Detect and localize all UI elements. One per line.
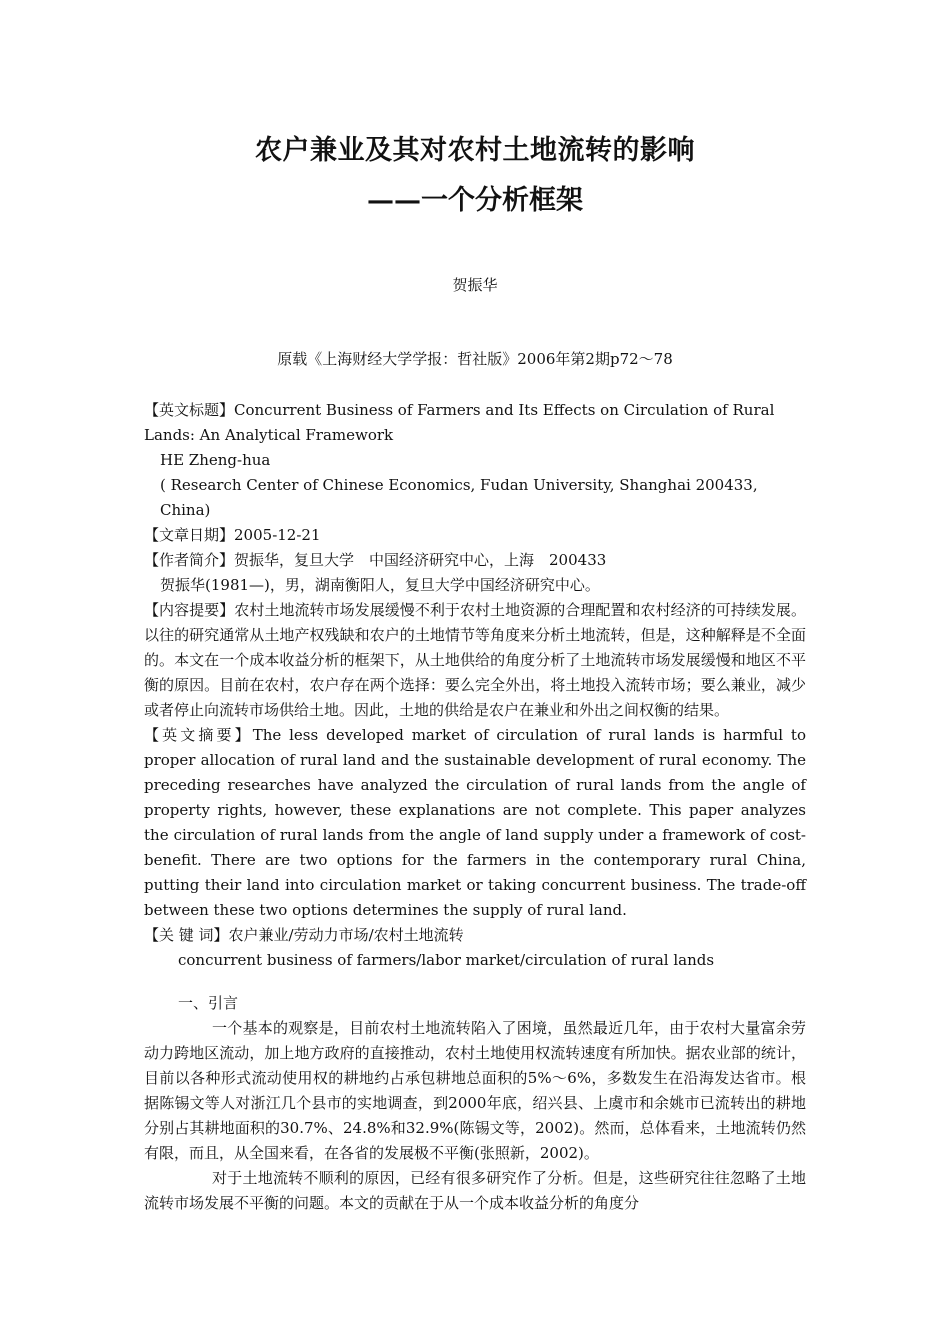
keywords-line	[144, 923, 806, 948]
author-bio: 贺振华(1981—)，男，湖南衡阳人，复旦大学中国经济研究中心。	[160, 576, 600, 594]
intro-paragraph-2: 对于土地流转不顺利的原因，已经有很多研究作了分析。但是，这些研究往往忽略了土地流转市场发展不平衡的问题。本文的贡献在于从一个成本收益分析的角度分	[144, 1169, 806, 1212]
english-affiliation: ( Research Center of Chinese Economics, Fudan University, Shanghai 200433, China)	[160, 476, 758, 519]
section-heading-introduction: 一、引言	[178, 994, 239, 1012]
date-label: 【文章日期】	[144, 526, 235, 544]
english-abstract	[144, 723, 806, 923]
paper-subtitle: ——一个分析框架	[367, 185, 583, 216]
intro-paragraph-1: 一个基本的观察是，目前农村土地流转陷入了困境，虽然最近几年，由于农村大量富余劳动力跨地区流动，加上地方政府的直接推动，农村土地使用权流转速度有所加快。据农业部的统计，目前以各种形式流动使用权的耕地约占承包耕地总面积的5%～6%，多数发生在沿海发达省市。根据陈锡文等人对浙江几个县市的实地调查，到2000年底，绍兴县、上虞市和余姚市已流转出的耕地分别占其耕地面积的30.7%、24.8%和32.9%(陈锡文等，2002)。然而，总体看来，土地流转仍然有限，而且，从全国来看，在各省的发展极不平衡(张照新，2002)。	[144, 1019, 806, 1162]
chinese-abstract	[144, 598, 806, 723]
english-author: HE Zheng-hua	[160, 451, 271, 469]
author-intro: 贺振华，复旦大学 中国经济研究中心，上海 200433	[234, 551, 607, 569]
english-title-line	[144, 398, 806, 448]
article-date: 2005-12-21	[234, 526, 321, 544]
paper-body	[144, 398, 806, 1216]
keywords-english: concurrent business of farmers/labor market/circulation of rural lands	[178, 951, 715, 969]
author-intro-label: 【作者简介】	[144, 551, 235, 569]
english-abstract-label: 【英文摘要】	[144, 726, 253, 744]
chinese-abstract-text: 农村土地流转市场发展缓慢不利于农村土地资源的合理配置和农村经济的可持续发展。以往的研究通常从土地产权残缺和农户的土地情节等角度来分析土地流转，但是，这种解释是不全面的。本文在一个成本收益分析的框架下，从土地供给的角度分析了土地流转市场发展缓慢和地区不平衡的原因。目前在农村，农户存在两个选择：要么完全外出，将土地投入流转市场；要么兼业，减少或者停止向流转市场供给土地。因此，土地的供给是农户在兼业和外出之间权衡的结果。	[144, 601, 806, 719]
keywords-chinese: 农户兼业/劳动力市场/农村土地流转	[228, 926, 464, 944]
english-title-label: 【英文标题】	[144, 401, 235, 419]
author-name: 贺振华	[452, 276, 498, 294]
paper-title: 农户兼业及其对农村土地流转的影响	[255, 135, 695, 166]
keywords-label: 【关 键 词】	[144, 926, 229, 944]
author-intro-line	[144, 548, 806, 573]
english-abstract-text: The less developed market of circulation of rural lands is harmful to proper allocation of rural land and the sustainable development of rural economy. The preceding researches have analyzed the circulation of rural lands from the angle of property rights, however, these explanations are not complete. This paper analyzes the circulation of rural lands from the angle of land supply under a framework of cost-benefit. There are two options for the farmers in the contemporary rural China, putting their land into circulation market or taking concurrent business. The trade-off between these two options determines the supply of rural land.	[144, 726, 806, 919]
english-title: Concurrent Business of Farmers and Its Effects on Circulation of Rural Lands: An Analytical Framework	[144, 401, 775, 444]
date-line	[144, 523, 806, 548]
source-citation: 原载《上海财经大学学报：哲社版》2006年第2期p72～78	[277, 350, 673, 368]
chinese-abstract-label: 【内容提要】	[144, 601, 235, 619]
